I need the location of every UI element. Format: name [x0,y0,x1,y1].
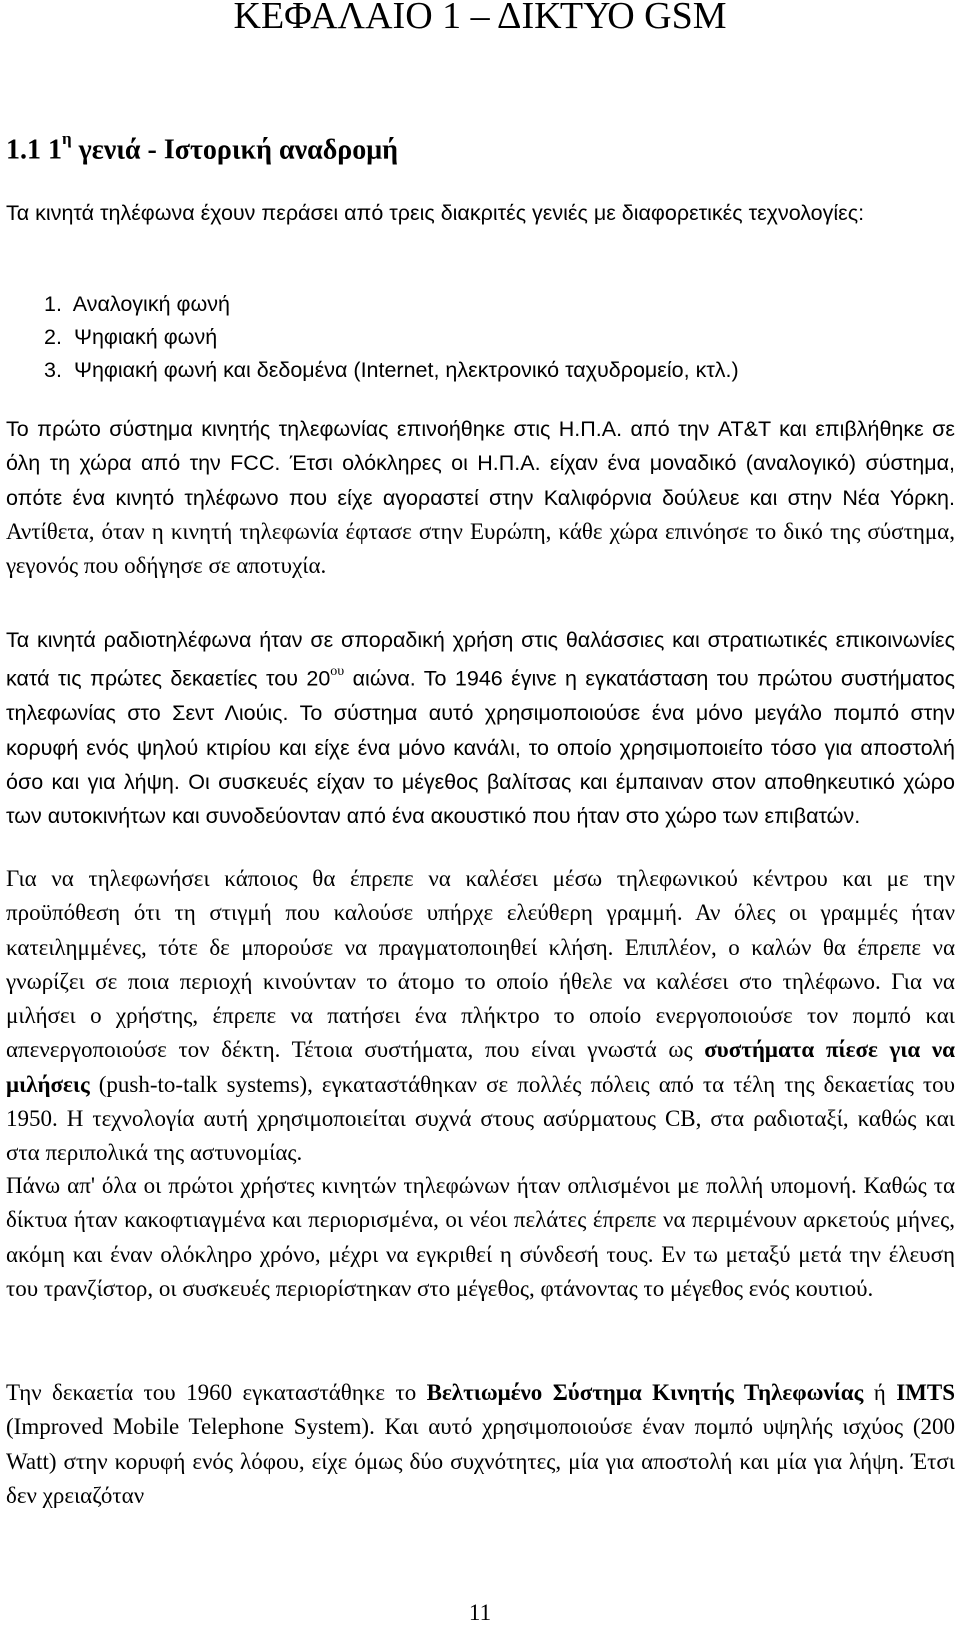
page-number: 11 [468,1600,492,1625]
list-item: 2. Ψηφιακή φωνή [44,325,218,349]
chapter-title: ΚΕΦΑΛΑΙΟ 1 – ΔΙΚΤΥΟ GSM [233,0,727,37]
section-superscript: η [62,129,72,148]
section-number: 1.1 1 [6,134,62,166]
paragraph-push-to-talk: Για να τηλεφωνήσει κάποιος θα έπρεπε να καλέσει μέσω τηλεφωνικού κέντρου και με την προϋπόθεση ότι τη στιγμή που καλούσε υπήρχε ελεύθερη γραμμή. Αν όλες οι γραμμές ήταν κατειλημμένες, τότε δε μπορούσε να πραγματοποιηθεί κλήση. Επιπλέον, ο καλών θα έπρεπε να γνωρίζει σε ποια περιοχή κινούνταν το άτομο το οποίο ήθελε να καλέσει στο τηλέφωνο. Για να μιλήσει ο χρήστης, έπρεπε να πατήσει ένα πλήκτρο το οποίο ενεργοποιούσε τον πομπό και απενεργοποιούσε τον δέκτη. Τέτοια συστήματα, που είναι γνωστά ως συστήματα πίεσε για να μιλήσεις (push-to-talk systems), εγκαταστάθηκαν σε πολλές πόλεις από τα τέλη της δεκαετίας του 1950. Η τεχνολογία αυτή χρησιμοποιείται συχνά στους ασύρματους CB, στα ραδιοταξί, καθώς και στα περιπολικά της αστυνομίας. [6,866,955,1166]
paragraph-radiotelephones: Τα κινητά ραδιοτηλέφωνα ήταν σε σποραδική χρήση στις θαλάσσιες και στρατιωτικές επικοινωνίες κατά τις πρώτες δεκαετίες του $20^{o\upsilon}$ αιώνα. Το 1946 έγινε η εγκατάσταση του πρώτου συστήματος τηλεφωνίας στο Σεντ Λιούις. Το σύστημα αυτό χρησιμοποιούσε ένα μόνο μεγάλο πομπό στην κορυφή ενός ψηλού κτιρίου και είχε ένα μόνο κανάλι, το οποίο χρησιμοποιείτο τόσο για αποστολή όσο και για λήψη. Οι συσκευές είχαν το μέγεθος βαλίτσας και έμπαιναν στον αποθηκευτικό χώρο των αυτοκινήτων και συνοδεύονταν από ένα ακουστικό που ήταν στο χώρο των επιβατών. [6,628,956,829]
list-item: 1. Αναλογική φωνή [44,292,230,316]
paragraph-imts: Την δεκαετία του 1960 εγκαταστάθηκε το Βελτιωμένο Σύστημα Κινητής Τηλεφωνίας ή IMTS (Improved Mobile Telephone System). Και αυτό χρησιμοποιούσε έναν πομπό υψηλής ισχύος (200 Watt) στην κορυφή ενός λόφου, είχε όμως δύο συχνότητες, μία για αποστολή και μία για λήψη. Έτσι δεν χρειαζόταν [6,1380,956,1508]
generations-list [44,288,739,387]
paragraph-first-system: Το πρώτο σύστημα κινητής τηλεφωνίας επινοήθηκε στις Η.Π.Α. από την AT&T και επιβλήθηκε σε όλη τη χώρα από την FCC. Έτσι ολόκληρες οι Η.Π.Α. είχαν ένα μοναδικό (αναλογικό) σύστημα, οπότε ένα κινητό τηλέφωνο που είχε αγοραστεί στην Καλιφόρνια δούλευε και στην Νέα Υόρκη. Αντίθετα, όταν η κινητή τηλεφωνία έφτασε στην Ευρώπη, κάθε χώρα επινόησε το δικό της σύστημα, γεγονός που οδήγησε σε αποτυχία. [6,417,955,579]
section-title-text: γενιά - Ιστορική αναδρομή [71,134,399,166]
paragraph-early-users: Πάνω απ' όλα οι πρώτοι χρήστες κινητών τηλεφώνων ήταν οπλισμένοι με πολλή υπομονή. Καθώς τα δίκτυα ήταν κακοφτιαγμένα και περιορισμένα, οι νέοι πελάτες έπρεπε να περιμένουν αρκετούς μήνες, ακόμη και έναν ολόκληρο χρόνο, μέχρι να εγκριθεί η σύνδεσή τους. Εν τω μεταξύ μετά την έλευση του τρανζίστορ, οι συσκευές περιορίστηκαν στο μέγεθος, φτάνοντας το μέγεθος ενός κουτιού. [6,1173,955,1301]
section-title [6,126,398,167]
intro-paragraph: Τα κινητά τηλέφωνα έχουν περάσει από τρεις διακριτές γενιές με διαφορετικές τεχνολογίες: [6,201,865,225]
list-item: 3. Ψηφιακή φωνή και δεδομένα (Internet, ηλεκτρονικό ταχυδρομείο, κτλ.) [44,358,739,382]
